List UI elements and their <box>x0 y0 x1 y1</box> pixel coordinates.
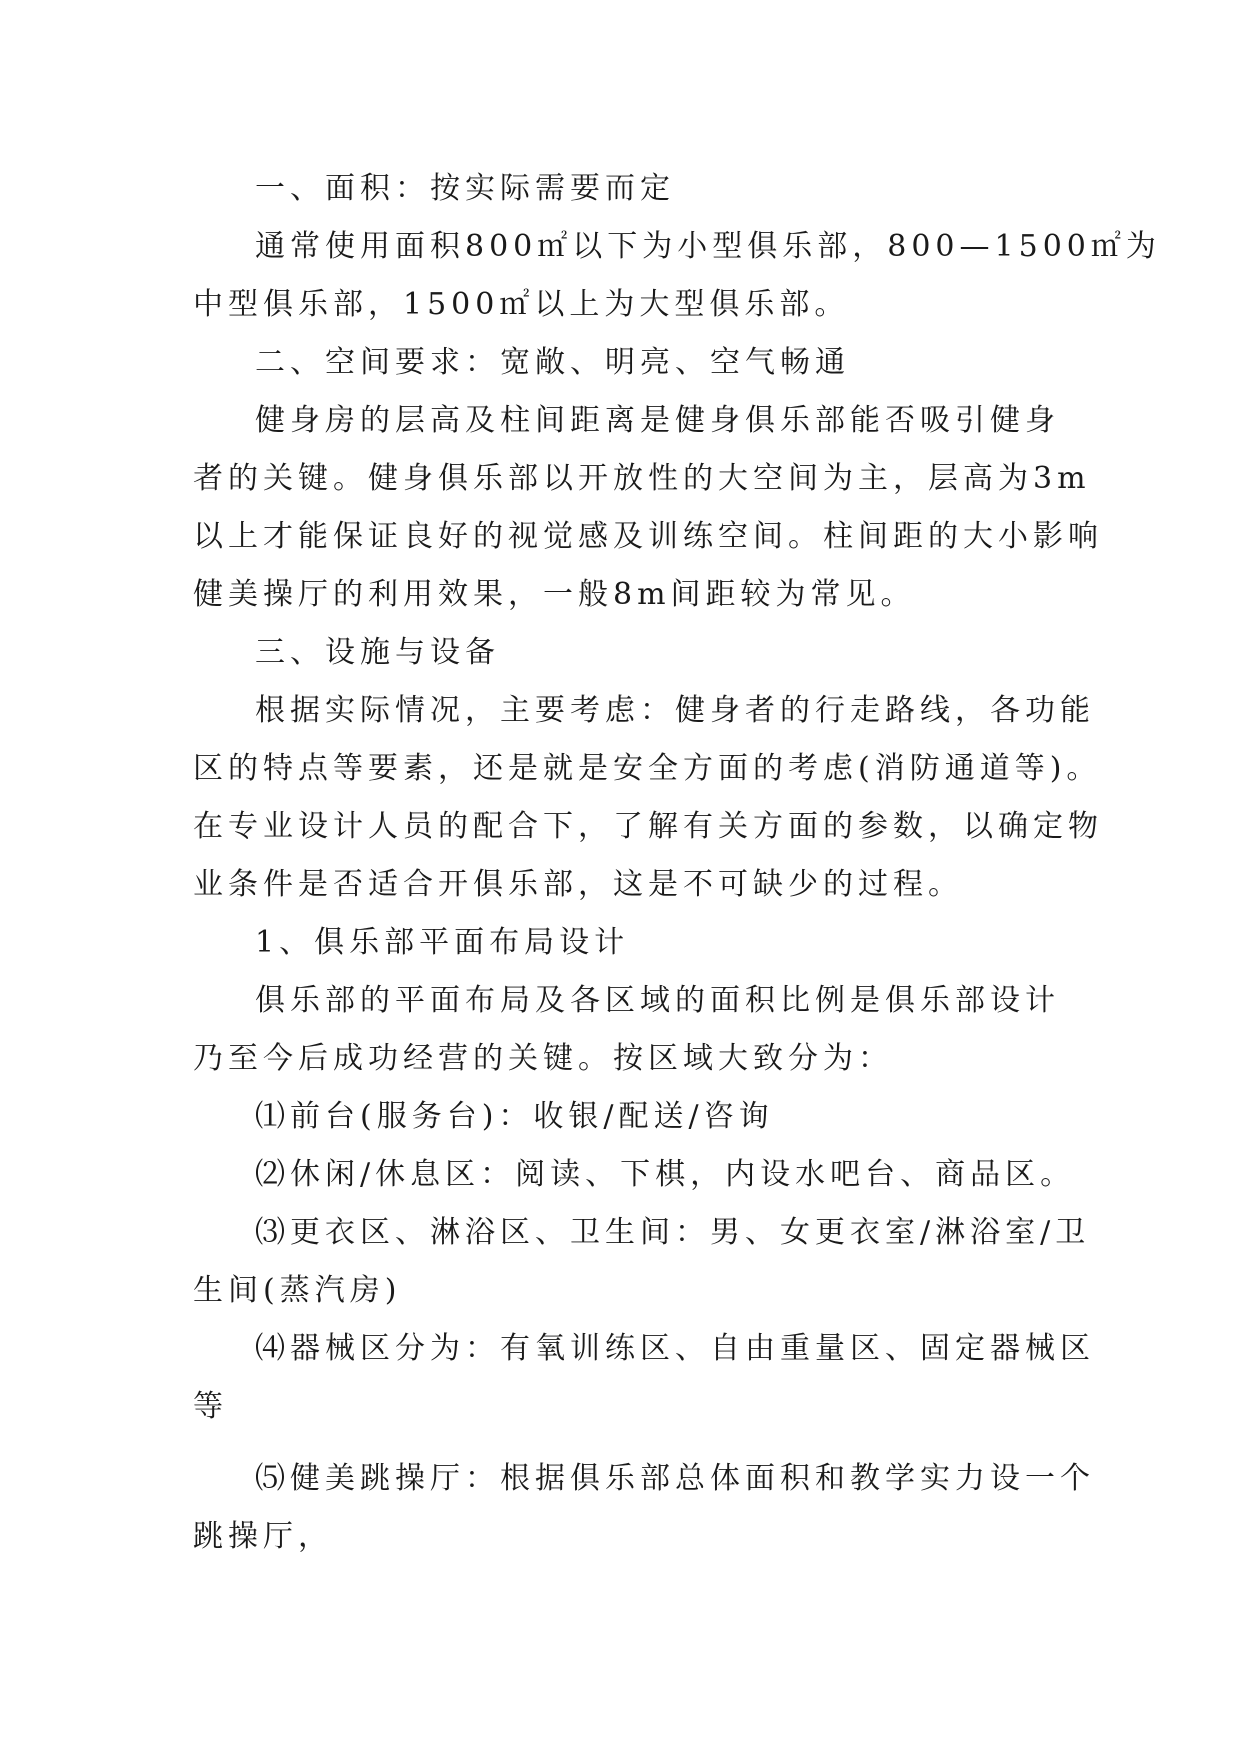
paragraph-line: 在专业设计人员的配合下，了解有关方面的参数，以确定物 <box>193 809 1103 844</box>
list-item-continuation: 生间(蒸汽房) <box>193 1273 402 1308</box>
list-item: ⑶更衣区、淋浴区、卫生间：男、女更衣室/淋浴室/卫 <box>255 1215 1091 1250</box>
list-item: ⑷器械区分为：有氧训练区、自由重量区、固定器械区 <box>255 1331 1095 1366</box>
paragraph-line: 通常使用面积800㎡以下为小型俱乐部，800—1500㎡为 <box>255 229 1161 264</box>
subsection-heading-layout: 1、俱乐部平面布局设计 <box>255 925 630 960</box>
list-item: ⑴前台(服务台)：收银/配送/咨询 <box>255 1099 774 1134</box>
document-body <box>193 160 1161 1566</box>
list-item-continuation: 等 <box>193 1389 228 1424</box>
section-heading-space: 二、空间要求：宽敞、明亮、空气畅通 <box>255 345 850 380</box>
paragraph-line: 俱乐部的平面布局及各区域的面积比例是俱乐部设计 <box>255 983 1060 1018</box>
paragraph-line: 中型俱乐部，1500㎡以上为大型俱乐部。 <box>193 287 850 322</box>
paragraph-line: 区的特点等要素，还是就是安全方面的考虑(消防通道等)。 <box>193 751 1102 786</box>
paragraph-line: 业条件是否适合开俱乐部，这是不可缺少的过程。 <box>193 867 963 902</box>
paragraph-line: 健美操厅的利用效果，一般8m间距较为常见。 <box>193 577 916 612</box>
list-item-continuation: 跳操厅， <box>193 1519 333 1554</box>
section-heading-facilities: 三、设施与设备 <box>255 635 500 670</box>
paragraph-line: 者的关键。健身俱乐部以开放性的大空间为主，层高为3m <box>193 461 1091 496</box>
list-item: ⑵休闲/休息区：阅读、下棋，内设水吧台、商品区。 <box>255 1157 1076 1192</box>
section-heading-area: 一、面积：按实际需要而定 <box>255 171 675 206</box>
list-item: ⑸健美跳操厅：根据俱乐部总体面积和教学实力设一个 <box>255 1461 1095 1496</box>
paragraph-line: 健身房的层高及柱间距离是健身俱乐部能否吸引健身 <box>255 403 1060 438</box>
paragraph-line: 以上才能保证良好的视觉感及训练空间。柱间距的大小影响 <box>193 519 1103 554</box>
paragraph-line: 根据实际情况，主要考虑：健身者的行走路线，各功能 <box>255 693 1095 728</box>
paragraph-line: 乃至今后成功经营的关键。按区域大致分为： <box>193 1041 893 1076</box>
